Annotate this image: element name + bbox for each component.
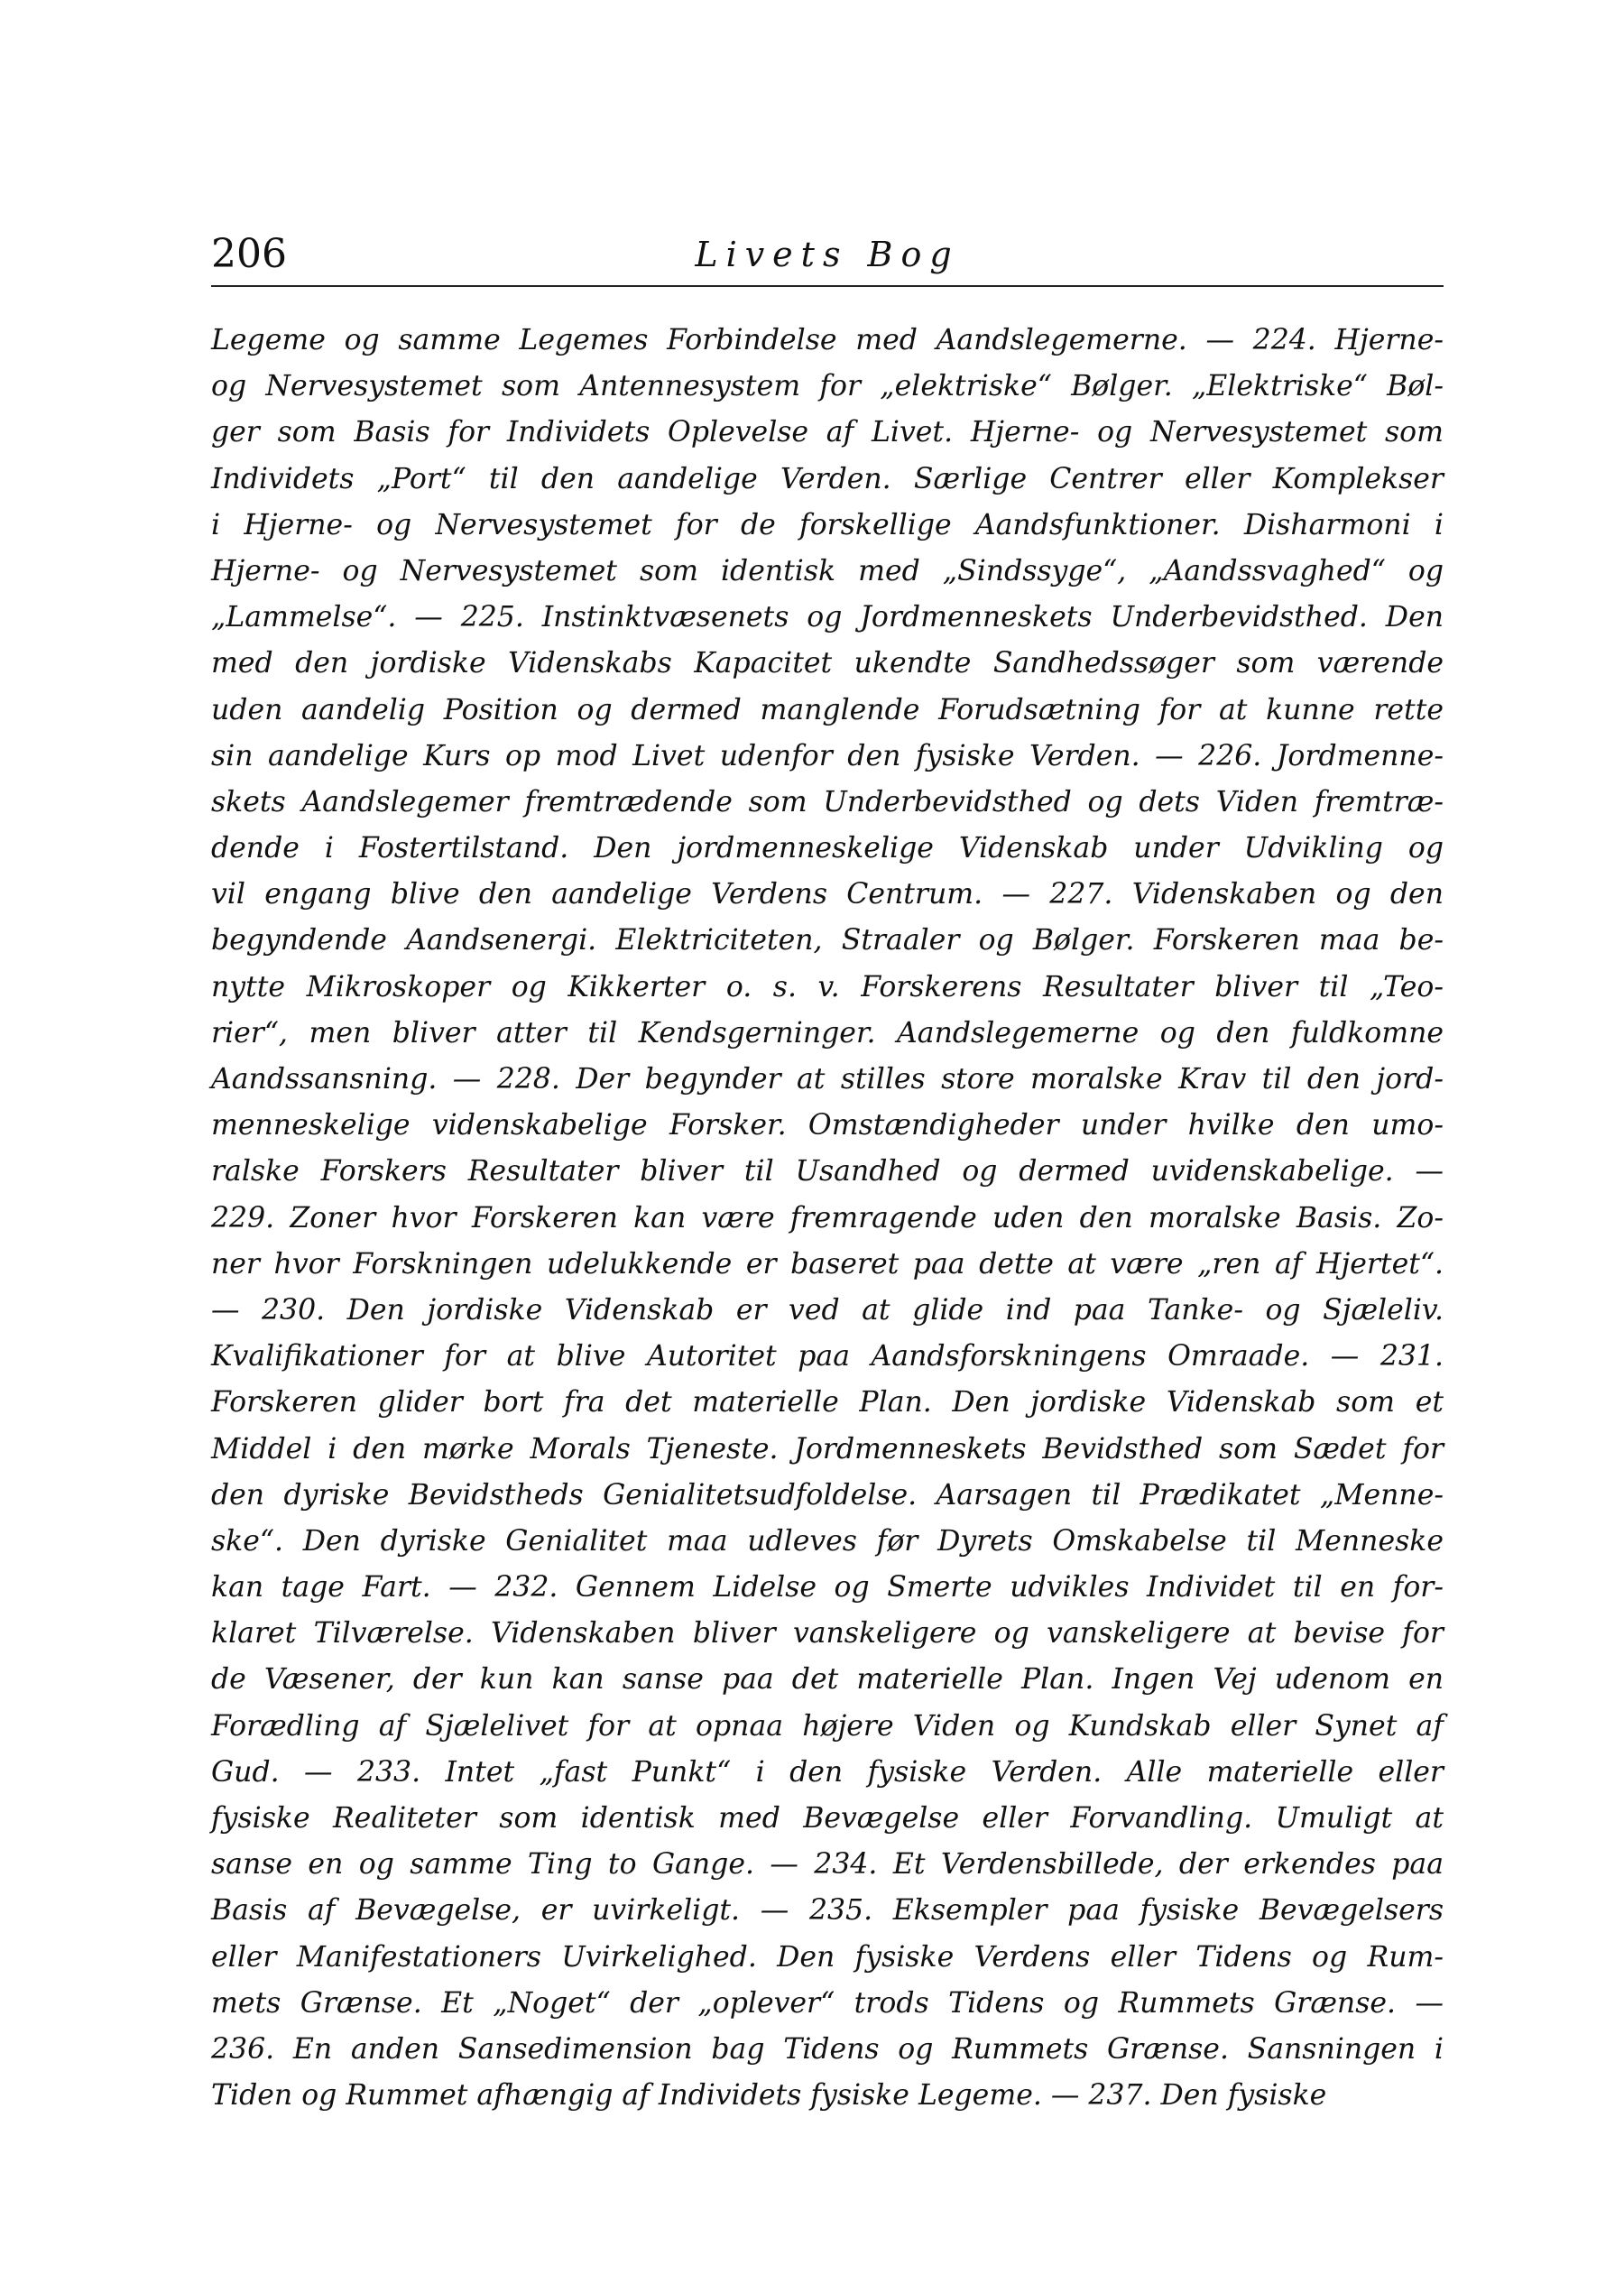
text-line: ger som Basis for Individets Oplevelse af Livet. Hjerne- og Nervesystemet som [211, 416, 1444, 449]
text-line: Basis af Bevægelse, er uvirkeligt. — 235. Eksempler paa fysiske Bevægelsers [211, 1894, 1444, 1928]
text-line: uden aandelig Position og dermed manglende Forudsætning for at kunne rette [211, 693, 1444, 726]
text-line: den dyriske Bevidstheds Genialitetsudfoldelse. Aarsagen til Prædikatet „Menne- [211, 1478, 1444, 1512]
text-line: de Væsener, der kun kan sanse paa det materielle Plan. Ingen Vej udenom en [211, 1663, 1444, 1697]
text-line: kan tage Fart. — 232. Gennem Lidelse og Smerte udvikles Individet til en for- [211, 1571, 1444, 1604]
text-line: menneskelige videnskabelige Forsker. Omstændigheder under hvilke den umo- [211, 1109, 1444, 1142]
text-line: vil engang blive den aandelige Verdens Centrum. — 227. Videnskaben og den [211, 878, 1444, 911]
text-line: Forædling af Sjælelivet for at opnaa højere Viden og Kundskab eller Synet af [211, 1709, 1444, 1743]
text-line: fysiske Realiteter som identisk med Bevægelse eller Forvandling. Umuligt at [211, 1802, 1444, 1835]
text-line: ner hvor Forskningen udelukkende er baseret paa dette at være „ren af Hjertet“. [211, 1247, 1444, 1281]
text-line: nytte Mikroskoper og Kikkerter o. s. v. Forskerens Resultater bliver til „Teo- [211, 970, 1444, 1003]
text-line: Hjerne- og Nervesystemet som identisk med „Sindssyge“, „Aandssvaghed“ og [211, 554, 1444, 587]
text-line: dende i Fostertilstand. Den jordmenneskelige Videnskab under Udvikling og [211, 832, 1444, 865]
text-line: Gud. — 233. Intet „fast Punkt“ i den fysiske Verden. Alle materielle eller [211, 1755, 1444, 1789]
text-line: 229. Zoner hvor Forskeren kan være fremragende uden den moralske Basis. Zo- [211, 1201, 1444, 1234]
page-header [211, 227, 1444, 282]
text-line: rier“, men bliver atter til Kendsgerninger. Aandslegemerne og den fuldkomne [211, 1016, 1444, 1049]
running-title: Livets Bog [695, 235, 960, 274]
text-line: Individets „Port“ til den aandelige Verden. Særlige Centrer eller Komplekser [211, 462, 1444, 495]
text-line: Legeme og samme Legemes Forbindelse med Aandslegemerne. — 224. Hjerne- [211, 324, 1444, 356]
text-line: klaret Tilværelse. Videnskaben bliver vanskeligere og vanskeligere at bevise for [211, 1617, 1444, 1650]
text-line: Tiden og Rummet afhængig af Individets fysiske Legeme. — 237. Den fysiske [211, 2079, 1327, 2113]
page-number: 206 [211, 231, 287, 277]
header-rule [211, 285, 1444, 287]
text-line: Middel i den mørke Morals Tjeneste. Jordmenneskets Bevidsthed som Sædet for [211, 1432, 1444, 1465]
text-line: ske“. Den dyriske Genialitet maa udleves før Dyrets Omskabelse til Menneske [211, 1524, 1444, 1558]
text-line: — 230. Den jordiske Videnskab er ved at glide ind paa Tanke- og Sjæleliv. [211, 1293, 1444, 1327]
text-line: Kvalifikationer for at blive Autoritet paa Aandsforskningens Omraade. — 231. [211, 1340, 1444, 1373]
text-line: i Hjerne- og Nervesystemet for de forskellige Aandsfunktioner. Disharmoni i [211, 508, 1444, 541]
text-line: „Lammelse“. — 225. Instinktvæsenets og Jordmenneskets Underbevidsthed. Den [211, 601, 1444, 634]
text-line: Forskeren glider bort fra det materielle Plan. Den jordiske Videnskab som et [211, 1386, 1444, 1419]
text-line: begyndende Aandsenergi. Elektriciteten, Straaler og Bølger. Forskeren maa be- [211, 924, 1444, 957]
text-line: med den jordiske Videnskabs Kapacitet ukendte Sandhedssøger som værende [211, 647, 1444, 680]
text-line: ralske Forskers Resultater bliver til Usandhed og dermed uvidenskabelige. — [211, 1155, 1444, 1188]
text-line: eller Manifestationers Uvirkelighed. Den fysiske Verdens eller Tidens og Rum- [211, 1940, 1444, 1974]
text-line: sin aandelige Kurs op mod Livet udenfor den fysiske Verden. — 226. Jordmenne- [211, 739, 1444, 772]
body-text [211, 318, 1444, 2119]
text-line: 236. En anden Sansedimension bag Tidens og Rummets Grænse. Sansningen i [211, 2032, 1444, 2066]
text-line: og Nervesystemet som Antennesystem for „elektriske“ Bølger. „Elektriske“ Bøl- [211, 370, 1444, 403]
text-line: mets Grænse. Et „Noget“ der „oplever“ trods Tidens og Rummets Grænse. — [211, 1986, 1444, 2020]
text-line: skets Aandslegemer fremtrædende som Underbevidsthed og dets Viden fremtræ- [211, 785, 1444, 818]
text-line: Aandssansning. — 228. Der begynder at stilles store moralske Krav til den jord- [211, 1063, 1444, 1096]
text-line: sanse en og samme Ting to Gange. — 234. Et Verdensbillede, der erkendes paa [211, 1848, 1444, 1882]
